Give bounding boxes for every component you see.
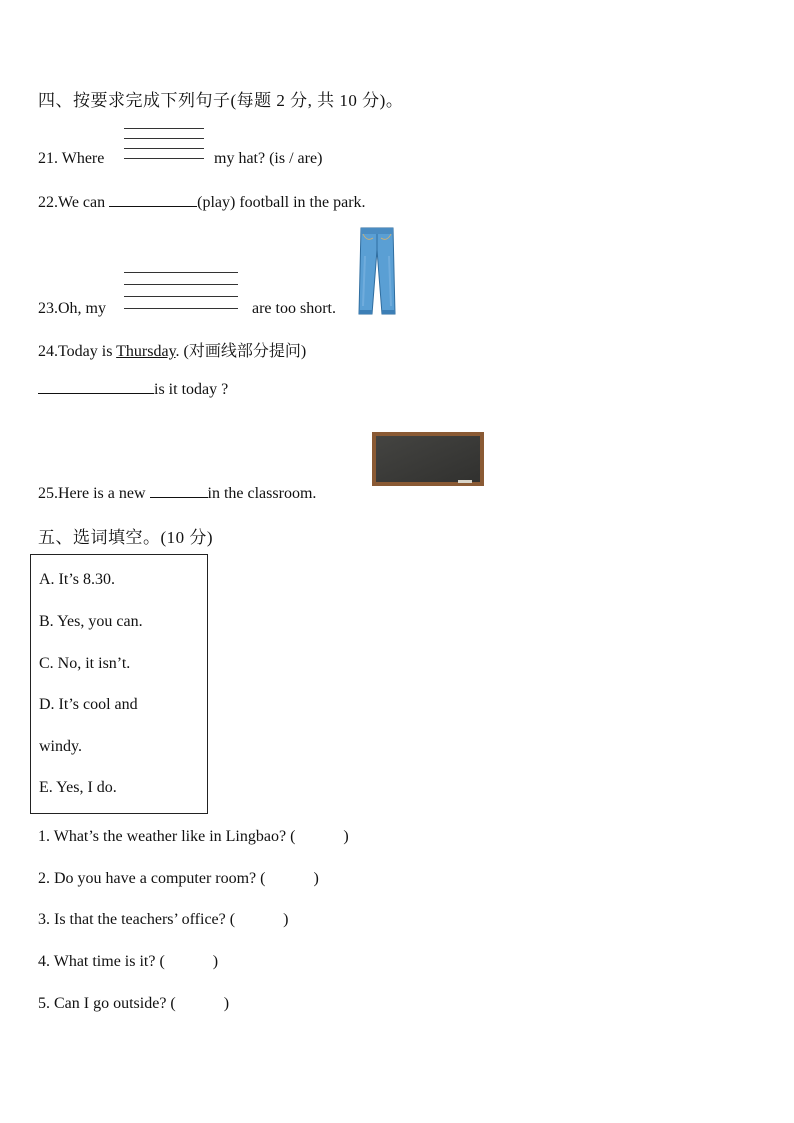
option-d: D. It’s cool and [39, 696, 138, 713]
q21-line [38, 150, 104, 168]
q23-answer-lines[interactable] [124, 272, 238, 312]
question-3-answer-paren[interactable]: ( ) [229, 911, 289, 928]
q22-text-before: We can [58, 194, 106, 211]
jeans-icon [357, 226, 397, 316]
q24-text-after: . (对画线部分提问) [175, 343, 307, 360]
option-d-continued: windy. [39, 738, 82, 755]
q23-number: 23. [38, 300, 58, 317]
question-5 [38, 995, 229, 1013]
question-5-answer-paren[interactable]: ( ) [170, 995, 230, 1012]
question-2-answer-paren[interactable]: ( ) [260, 870, 319, 887]
q25-line [38, 483, 316, 503]
question-3-text: 3. Is that the teachers’ office? [38, 911, 226, 928]
q21-number: 21. [38, 150, 58, 167]
question-4 [38, 953, 218, 971]
question-1-answer-paren[interactable]: ( ) [290, 828, 349, 845]
q21-answer-lines[interactable] [124, 128, 204, 162]
q23-text-before: Oh, my [58, 300, 106, 317]
question-4-answer-paren[interactable]: ( ) [159, 953, 219, 970]
q23-line [38, 300, 106, 318]
question-3 [38, 911, 288, 929]
question-5-text: 5. Can I go outside? [38, 995, 167, 1012]
q25-answer-blank[interactable] [150, 483, 208, 498]
question-1 [38, 828, 349, 846]
q24-line-2 [38, 379, 228, 399]
q25-text-after: in the classroom. [207, 485, 317, 502]
q25-number: 25. [38, 485, 58, 502]
section-4-title: 四、按要求完成下列句子(每题 2 分, 共 10 分)。 [38, 91, 404, 110]
question-2 [38, 870, 319, 888]
q24-text-before: Today is [58, 343, 113, 360]
q21-text-after: my hat? (is / are) [214, 150, 323, 167]
q22-line [38, 192, 366, 212]
option-c: C. No, it isn’t. [39, 655, 131, 672]
q24-line [38, 338, 306, 361]
section-5-title: 五、选词填空。(10 分) [38, 528, 214, 547]
question-4-text: 4. What time is it? [38, 953, 156, 970]
q22-answer-blank[interactable] [109, 192, 197, 207]
options-box [30, 554, 208, 814]
q22-text-after: (play) football in the park. [197, 194, 366, 211]
option-b: B. Yes, you can. [39, 613, 143, 630]
option-a: A. It’s 8.30. [39, 571, 115, 588]
q23-text-after: are too short. [252, 300, 336, 317]
q24-number: 24. [38, 343, 58, 360]
question-2-text: 2. Do you have a computer room? [38, 870, 257, 887]
q21-text-before: Where [61, 150, 105, 167]
q24-underlined-word: Thursday [116, 343, 176, 360]
q24-answer-blank[interactable] [38, 379, 154, 394]
q25-text-before: Here is a new [58, 485, 146, 502]
question-1-text: 1. What’s the weather like in Lingbao? [38, 828, 287, 845]
option-e: E. Yes, I do. [39, 779, 117, 796]
q24-line-2-text: is it today ? [154, 381, 229, 398]
q22-number: 22. [38, 194, 58, 211]
blackboard-icon [372, 432, 484, 486]
